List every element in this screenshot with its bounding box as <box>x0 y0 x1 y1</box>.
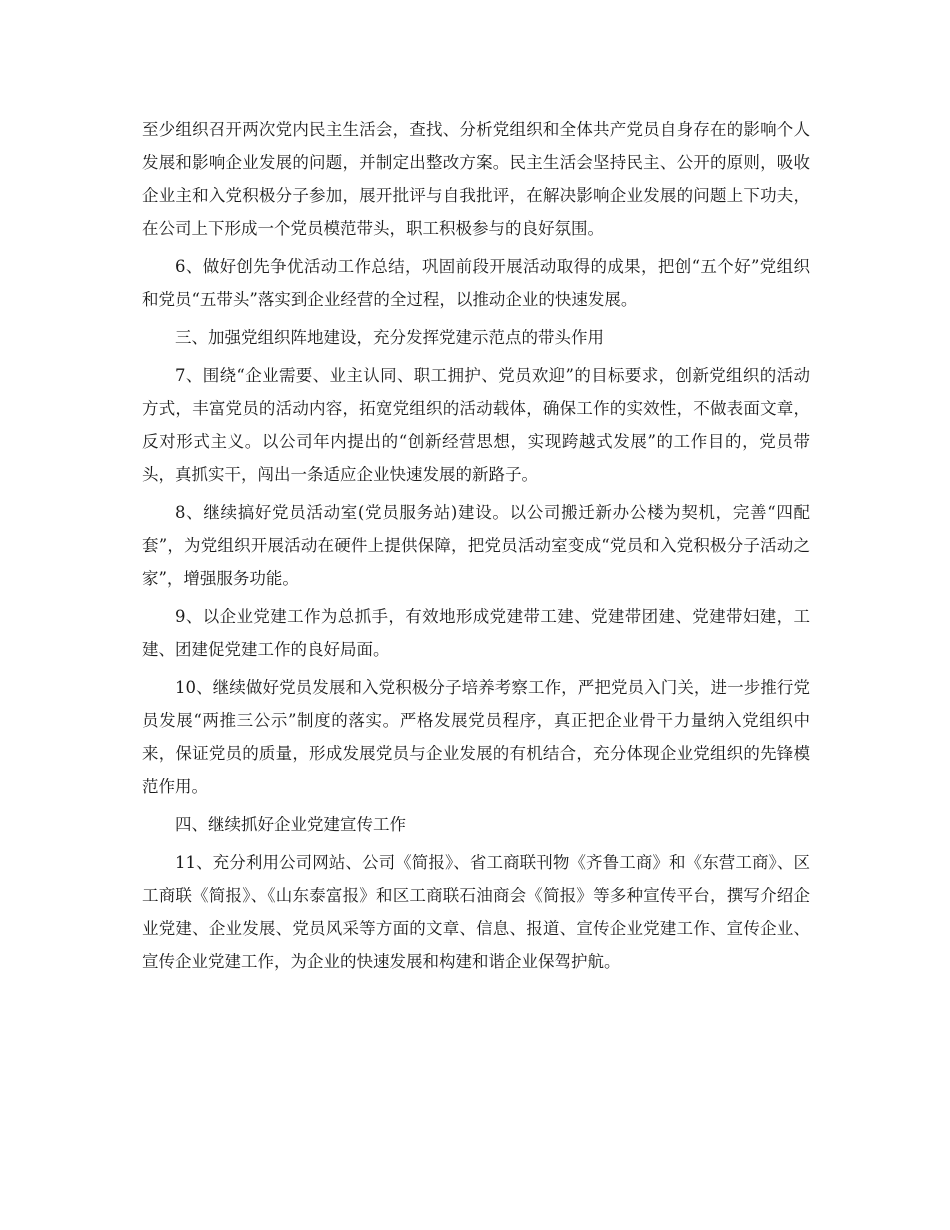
paragraph-item-6: 6、做好创先争优活动工作总结，巩固前段开展活动取得的成果，把创“五个好”党组织和党员“五带头”落实到企业经营的全过程，以推动企业的快速发展。 <box>142 257 810 309</box>
paragraph-item-10: 10、继续做好党员发展和入党积极分子培养考察工作，严把党员入门关，进一步推行党员发展“两推三公示”制度的落实。严格发展党员程序，真正把企业骨干力量纳入党组织中来，保证党员的质量，形成发展党员与企业发展的有机结合，充分体现企业党组织的先锋模范作用。 <box>142 678 810 796</box>
paragraph-item-7: 7、围绕“企业需要、业主认同、职工拥护、党员欢迎”的目标要求，创新党组织的活动方式，丰富党员的活动内容，拓宽党组织的活动载体，确保工作的实效性，不做表面文章，反对形式主义。以公司年内提出的“创新经营思想，实现跨越式发展”的工作目的，党员带头，真抓实干，闯出一条适应企业快速发展的新路子。 <box>142 366 810 484</box>
paragraph-continuation: 至少组织召开两次党内民主生活会，查找、分析党组织和全体共产党员自身存在的影响个人发展和影响企业发展的问题，并制定出整改方案。民主生活会坚持民主、公开的原则，吸收企业主和入党积极分子参加，展开批评与自我批评，在解决影响企业发展的问题上下功夫，在公司上下形成一个党员模范带头，职工积极参与的良好氛围。 <box>142 120 810 238</box>
section-heading-3: 三、加强党组织阵地建设，充分发挥党建示范点的带头作用 <box>175 328 604 347</box>
paragraph-item-9: 9、以企业党建工作为总抓手，有效地形成党建带工建、党建带团建、党建带妇建，工建、团建促党建工作的良好局面。 <box>142 607 810 659</box>
document-page <box>142 113 810 983</box>
paragraph-item-8: 8、继续搞好党员活动室(党员服务站)建设。以公司搬迁新办公楼为契机，完善“四配套”，为党组织开展活动在硬件上提供保障，把党员活动室变成“党员和入党积极分子活动之家”，增强服务功能。 <box>142 503 810 588</box>
paragraph-item-11: 11、充分利用公司网站、公司《简报》、省工商联刊物《齐鲁工商》和《东营工商》、区工商联《简报》、《山东泰富报》和区工商联石油商会《简报》等多种宣传平台，撰写介绍企业党建、企业发展、党员风采等方面的文章、信息、报道、宣传企业党建工作、宣传企业、宣传企业党建工作，为企业的快速发展和构建和谐企业保驾护航。 <box>142 853 810 971</box>
section-heading-4: 四、继续抓好企业党建宣传工作 <box>175 815 406 834</box>
